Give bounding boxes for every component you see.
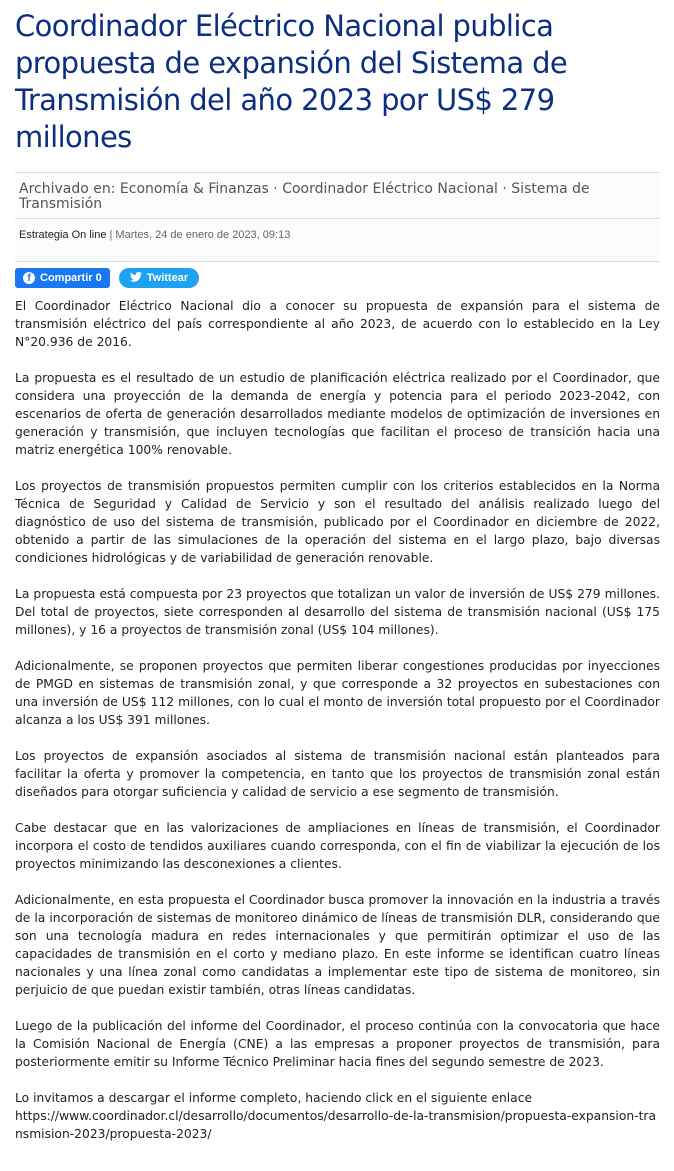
paragraph: Los proyectos de expansión asociados al sistema de transmisión nacional están planteados para facilitar la oferta y promover la competencia, en tanto que los proyectos de transmisión zonal están diseñados para otorgar suficiencia y calidad de servicio a ese segmento de transmisión. [15,749,660,799]
paragraph: Adicionalmente, se proponen proyectos que permiten liberar congestiones producidas por inyecciones de PMGD en sistemas de transmisión zonal, y que corresponde a 32 proyectos en subestaciones con una inversión de US$ 112 millones, con lo cual el monto de inversión total propuesto por el Coordinador alcanza a los US$ 391 millones. [15,659,660,727]
article-body [15,297,660,1143]
paragraph: El Coordinador Eléctrico Nacional dio a conocer su propuesta de expansión para el sistema de transmisión eléctrico del país correspondiente al año 2023, de acuerdo con lo establecido en la Ley N°20.936 de 2016. [15,299,660,349]
share-bar [15,262,660,288]
twitter-share-button[interactable] [119,268,199,288]
byline [15,219,660,262]
report-link[interactable]: https://www.coordinador.cl/desarrollo/documentos/desarrollo-de-la-transmision/propuesta-expansion-transmision-2023/propuesta-2023/ [15,1109,656,1141]
closing-text: Lo invitamos a descargar el informe completo, haciendo click en el siguiente enlace [15,1091,533,1105]
twitter-share-label: Twittear [146,272,189,284]
paragraph: La propuesta es el resultado de un estudio de planificación eléctrica realizado por el Coordinador, que considera una proyección de la demanda de energía y potencia para el periodo 2023-2042, con escenarios de oferta de generación desarrollados mediante modelos de optimización de inversiones en generación y transmisión, que incluyen tecnologías que facilitan el proceso de transición hacia una matriz energética 100% renovable. [15,371,660,457]
byline-source: Estrategia On line [19,229,107,241]
article-title: Coordinador Eléctrico Nacional publica propuesta de expansión del Sistema de Transmisión del año 2023 por US$ 279 millones [15,9,568,154]
paragraph: Los proyectos de transmisión propuestos permiten cumplir con los criterios establecidos en la Norma Técnica de Seguridad y Calidad de Servicio y son el resultado del análisis realizado luego del diagnóstico de uso del sistema de transmisión, publicado por el Coordinador en diciembre de 2022, obtenido a partir de las simulaciones de la operación del sistema en el largo plazo, bajo diversas condiciones hidrológicas y de variabilidad de generación renovable. [15,479,660,565]
paragraph: Cabe destacar que en las valorizaciones de ampliaciones en líneas de transmisión, el Coordinador incorpora el costo de tendidos auxiliares cuando corresponda, con el fin de viabilizar la ejecución de los proyectos minimizando las desconexiones a clientes. [15,821,660,871]
facebook-icon: f [23,272,35,284]
paragraph: La propuesta está compuesta por 23 proyectos que totalizan un valor de inversión de US$ 279 millones. Del total de proyectos, siete corresponden al desarrollo del sistema de transmisión nacional (US$ 175 millones), y 16 a proyectos de transmisión zonal (US$ 104 millones). [15,587,660,637]
closing-paragraph [15,1089,660,1143]
paragraph: Luego de la publicación del informe del Coordinador, el proceso continúa con la convocatoria que hace la Comisión Nacional de Energía (CNE) a las empresas a proponer proyectos de transmisión, para posteriormente emitir su Informe Técnico Preliminar hacia fines del segundo semestre de 2023. [15,1019,660,1069]
facebook-share-button[interactable] [15,268,110,288]
twitter-bird-icon [130,272,142,285]
archived-categories: Archivado en: Economía & Finanzas · Coordinador Eléctrico Nacional · Sistema de Transmisión [15,172,660,219]
facebook-share-label: Compartir 0 [40,272,102,284]
byline-date: | Martes, 24 de enero de 2023, 09:13 [109,229,291,241]
paragraph: Adicionalmente, en esta propuesta el Coordinador busca promover la innovación en la industria a través de la incorporación de sistemas de monitoreo dinámico de líneas de transmisión DLR, considerando que son una tecnología madura en redes internacionales y que permitirán optimizar el uso de las capacidades de transmisión en el corto y mediano plazo. En este informe se identifican cuatro líneas nacionales y una línea zonal como candidatas a implementar este tipo de sistema de monitoreo, sin perjuicio de que puedan existir también, otras líneas candidatas. [15,893,660,997]
